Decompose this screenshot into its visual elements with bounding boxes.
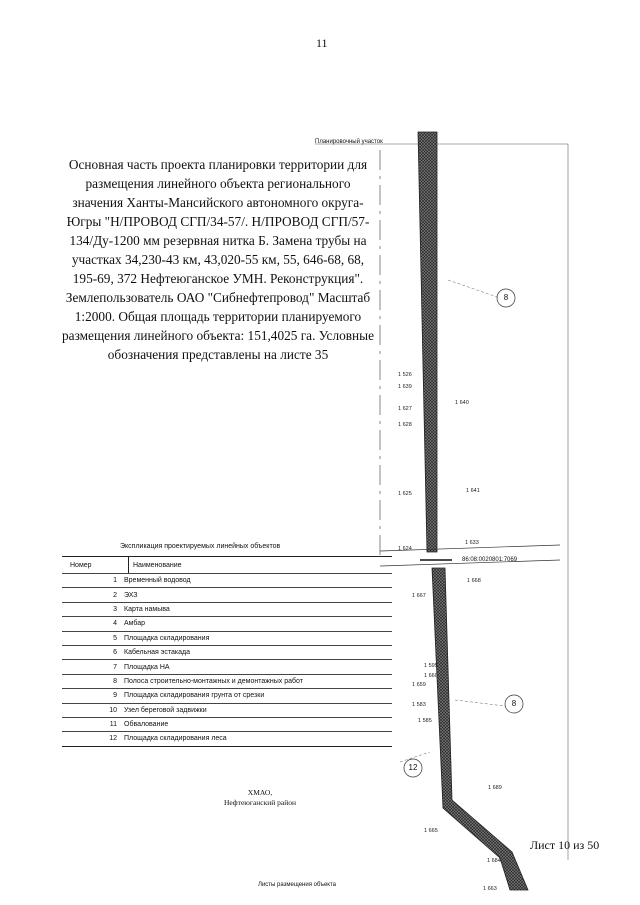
legend-row [62, 645, 392, 659]
legend-row-number: 12 [109, 735, 117, 743]
legend-row [62, 731, 392, 745]
point-label: 1 640 [455, 400, 469, 406]
legend-row-number: 2 [113, 591, 117, 599]
legend-row-name: Амбар [124, 620, 146, 628]
legend-row-number: 4 [113, 620, 117, 628]
point-label: 1 641 [466, 488, 480, 494]
point-label: 1 684 [487, 858, 501, 864]
point-label: 1 665 [424, 828, 438, 834]
point-label: 1 583 [412, 702, 426, 708]
point-label: 1 689 [488, 785, 502, 791]
legend-row-name: Карта намыва [124, 605, 170, 613]
point-label: 1 633 [465, 540, 479, 546]
point-label: 1 627 [398, 406, 412, 412]
legend-row-number: 1 [113, 577, 117, 585]
point-label: 1 668 [467, 578, 481, 584]
legend-row-number: 3 [113, 605, 117, 613]
pipeline-upper [418, 132, 437, 552]
point-label: 1 663 [483, 886, 497, 892]
legend-row [62, 631, 392, 645]
legend-row [62, 703, 392, 717]
point-label: 1 585 [418, 718, 432, 724]
leader-line [455, 700, 505, 706]
point-label: 1 526 [398, 372, 412, 378]
legend-row-name: Узел береговой задвижки [124, 706, 207, 714]
point-label: 1 625 [398, 491, 412, 497]
legend-table [62, 556, 392, 747]
legend-row [62, 674, 392, 688]
legend-row [62, 602, 392, 616]
legend-row-name: Площадка складирования грунта от срезки [124, 692, 265, 700]
legend-row-number: 5 [113, 634, 117, 642]
legend-header [62, 557, 392, 573]
legend-row [62, 587, 392, 601]
legend-row [62, 688, 392, 702]
legend-row [62, 616, 392, 630]
legend-row-name: ЭХЗ [124, 591, 138, 599]
project-description: Основная часть проекта планировки территории для размещения линейного объекта регионального значения Ханты-Мансийского автономного округа-Югры "Н/ПРОВОД СГП/34-57/. Н/ПРОВОД СГП/57-134/Ду-1200 мм резервная нитка Б. Замена трубы на участках 34,230-43 км, 43,020-55 км, 55, 646-68, 68, 195-69, 372 Нефтеюганское УМН. Реконструкция". Землепользователь ОАО "Сибнефтепровод" Масштаб 1:2000. Общая площадь территории планируемого размещения линейного объекта: 151,4025 га. Условные обозначения представлены на листе 35 [62, 157, 374, 362]
legend-bottom-rule [62, 746, 392, 747]
zone-label: 8 [503, 293, 509, 302]
legend-row-number: 10 [109, 706, 117, 714]
legend-row [62, 659, 392, 673]
legend-row-number: 9 [113, 692, 117, 700]
leader-line [400, 752, 430, 762]
legend-row-name: Площадка складирования леса [124, 735, 227, 743]
legend-col-name: Наименование [128, 557, 392, 573]
zone-label: 12 [408, 763, 418, 772]
legend-row-name: Площадка НА [124, 663, 170, 671]
legend-row-name: Обвалование [124, 721, 169, 729]
point-label: 1 667 [412, 593, 426, 599]
legend-row-name: Площадка складирования [124, 634, 210, 642]
zone-label: 8 [511, 699, 517, 708]
pipeline-lower [432, 568, 528, 890]
point-label: 1 639 [398, 384, 412, 390]
legend-row-name: Временный водовод [124, 577, 191, 585]
legend-row [62, 717, 392, 731]
legend-col-number: Номер [70, 561, 92, 569]
sheet-label: Лист 10 из 50 [530, 838, 600, 852]
legend-row-number: 6 [113, 649, 117, 657]
region-line-1: ХМАО, [247, 788, 273, 797]
leader-line [448, 280, 500, 298]
legend-row-name: Полоса строительно-монтажных и демонтажных работ [124, 677, 303, 685]
legend-title: Экспликация проектируемых линейных объектов [120, 543, 281, 550]
legend-row-number: 8 [113, 677, 117, 685]
point-label: 1 624 [398, 546, 412, 552]
legend-row-number: 7 [113, 663, 117, 671]
footer-label: Листы размещения объекта [258, 882, 336, 888]
point-label: 1 660 [424, 673, 438, 679]
legend-row-name: Кабельная эстакада [124, 649, 190, 657]
page-number: 11 [316, 36, 328, 50]
cadastral-number: 86:08:0020801:7069 [462, 557, 518, 563]
legend-row-number: 11 [109, 721, 117, 729]
header-label: Планировочный участок [315, 139, 383, 145]
region-line-2: Нефтеюганский район [223, 798, 297, 807]
point-label: 1 595 [424, 663, 438, 669]
region-label [200, 788, 320, 808]
point-label: 1 628 [398, 422, 412, 428]
point-label: 1 659 [412, 682, 426, 688]
legend-row [62, 573, 392, 587]
